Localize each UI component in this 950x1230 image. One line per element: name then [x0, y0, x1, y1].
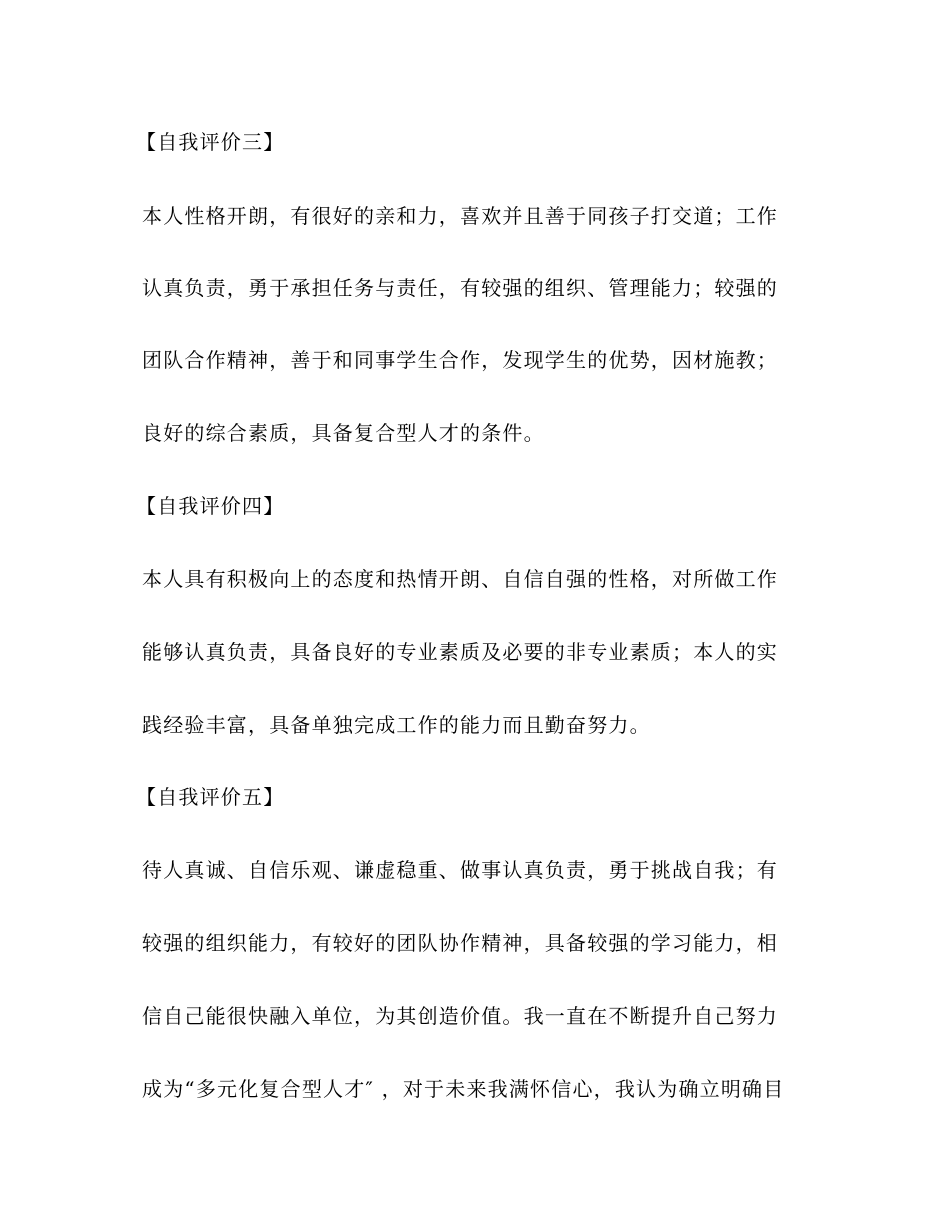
paragraph-line: 待人真诚、自信乐观、谦虚稳重、做事认真负责，勇于挑战自我；有: [142, 858, 778, 882]
section-heading: 【自我评价四】: [136, 494, 285, 518]
paragraph-line: 本人具有积极向上的态度和热情开朗、自信自强的性格，对所做工作: [142, 567, 778, 591]
paragraph-line: 践经验丰富，具备单独完成工作的能力而且勤奋努力。: [142, 713, 651, 737]
paragraph-line: 较强的组织能力，有较好的团队协作精神，具备较强的学习能力，相: [142, 931, 778, 955]
paragraph-line: 良好的综合素质，具备复合型人才的条件。: [142, 421, 545, 445]
paragraph-line: 信自己能很快融入单位，为其创造价值。我一直在不断提升自己努力: [142, 1004, 778, 1028]
paragraph-line: 能够认真负责，具备良好的专业素质及必要的非专业素质；本人的实: [142, 640, 778, 664]
paragraph-line: 团队合作精神，善于和同事学生合作，发现学生的优势，因材施教；: [142, 348, 778, 372]
section-heading: 【自我评价五】: [136, 785, 285, 809]
paragraph-line: 认真负责，勇于承担任务与责任，有较强的组织、管理能力；较强的: [142, 276, 778, 300]
paragraph-line: 成为“多元化复合型人才″ ，对于未来我满怀信心，我认为确立明确目: [142, 1077, 785, 1101]
section-heading: 【自我评价三】: [136, 130, 285, 154]
paragraph-line: 本人性格开朗，有很好的亲和力，喜欢并且善于同孩子打交道；工作: [142, 204, 778, 228]
